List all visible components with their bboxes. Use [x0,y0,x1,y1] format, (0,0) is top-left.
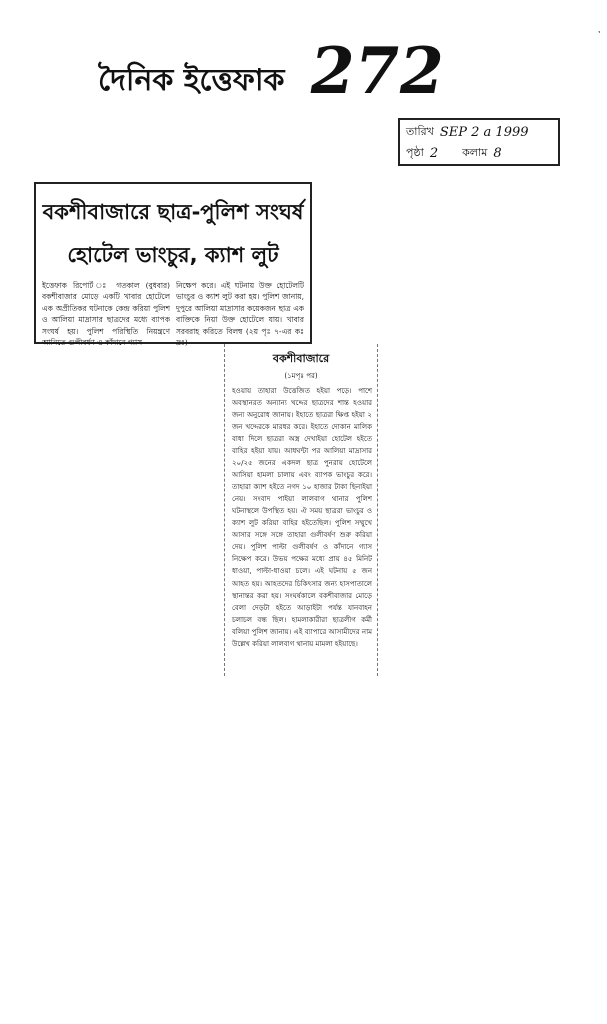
continuation-body: হওয়ায় তাহারা উত্তেজিত হইয়া পড়ে। পাশে অবস্থানরত অন্যান্য খদ্দের ছাত্রদের শান্ত হওয়ার জন্য অনুরোধ জানায়। ইহাতে ছাত্ররা ক্ষিপ্ত হইয়া ২ জন খদ্দেরকে মারধর করে। ইহাতে দোকান মালিক বাধা দিলে ছাত্ররা অস্ত্র দেখাইয়া হোটেল হইতে বাহির হইয়া যায়। আধঘন্টা পর আলিয়া মাদ্রাসার ২০/২৫ জনের একদল ছাত্র পুনরায় হোটেলে আসিয়া হামলা চালায় এবং ব্যাপক ভাংচুর করে। তাহারা ক্যাশ হইতে নগদ ১০ হাজার টাকা ছিনাইয়া নেয়। সংবাদ পাইয়া লালবাগ থানার পুলিশ ঘটনাস্থলে উপস্থিত হয়। ঐ সময় ছাত্ররা ভাংচুর ও ক্যাশ লুট করিয়া বাহির হইতেছিল। পুলিশ সম্মুখে আসার সঙ্গে সঙ্গে তাহারা গুলীবর্ষণ শুরু করিয়া দেয়। পুলিশ পাল্টা গুলীবর্ষণ ও কাঁদানে গ্যাস নিক্ষেপ করে। উভয় পক্ষের মধ্যে প্রায় ৪৫ মিনিট ধাওয়া, পাল্টা-ধাওয়া চলে। এই ঘটনায় ৫ জন আহত হয়। আহতদের চিকিৎসার জন্য হাসপাতালে স্থানান্তর করা হয়। সংঘর্ষকালে বকশীবাজার মোড়ে বেলা দেড়টা হইতে আড়াইটা পর্যন্ত যানবাহন চলাচল বন্ধ ছিল। হামলাকারীরা ছাত্রলীগ কর্মী বলিয়া পুলিশ জানায়। এই ব্যাপারে আসামীদের নাম উল্লেখ করিয়া লালবাগ থানায় মামলা হইয়াছে। [232,387,372,648]
news-clipping-main [34,182,312,348]
stamp-column-label: কলাম [462,145,488,159]
article-subheadline: হোটেল ভাংচুর, ক্যাশ লুট [67,243,279,267]
stamp-page-row [406,144,552,165]
archive-stamp [398,118,560,166]
stamp-column-value: 8 [493,145,502,161]
article-column-2: নিক্ষেপ করে। এই ঘটনায় উক্ত হোটেলটি ভাংচুর ও ক্যাশ লুট করা হয়। পুলিশ জানায়, দুপুরে আলিয়া মাদ্রাসার কয়েকজন ছাত্র এক বাক্তিকে নিয়া উক্ত হোটেলে যায়। খাবার সরবরাহ করিতে বিলম্ব (২য় পৃঃ ৭-এর কঃ দ্রঃ) [176,281,304,348]
stamp-page-label: পৃষ্ঠা [406,145,424,159]
article-column-1: ইত্তেফাক রিপোর্ট ঃ গতকাল (বুধবার) বকশীবাজার মোড়ে একটি খাবার হোটেলে এক অপ্রীতিকর ঘটনাকে কেন্দ্র করিয়া পুলিশ ও আলিয়া মাদ্রাসার ছাত্রদের মধ্যে ব্যাপক সংঘর্ষ হয়। পুলিশ পরিস্থিতি নিয়ন্ত্রণে আনিতে গুলীবর্ষণ ও কাঁদানে গ্যাস [42,281,170,348]
article-headline: বকশীবাজারে ছাত্র-পুলিশ সংঘর্ষ [42,200,304,224]
continuation-title: বকশীবাজারে [272,352,330,365]
stamp-page-value: 2 [429,145,439,161]
corner-mark: ‛ [598,30,601,39]
newspaper-masthead: দৈনিক ইত্তেফাক [98,63,285,98]
stamp-date-row [406,123,552,144]
continuation-subtitle: (১মপৃঃ পর) [284,372,318,380]
news-clipping-continuation [224,344,378,676]
handwritten-page-number: 272 [303,34,451,109]
stamp-date-label: তারিখ [406,125,434,138]
stamp-date-value: SEP 2 a 1999 [439,125,529,140]
